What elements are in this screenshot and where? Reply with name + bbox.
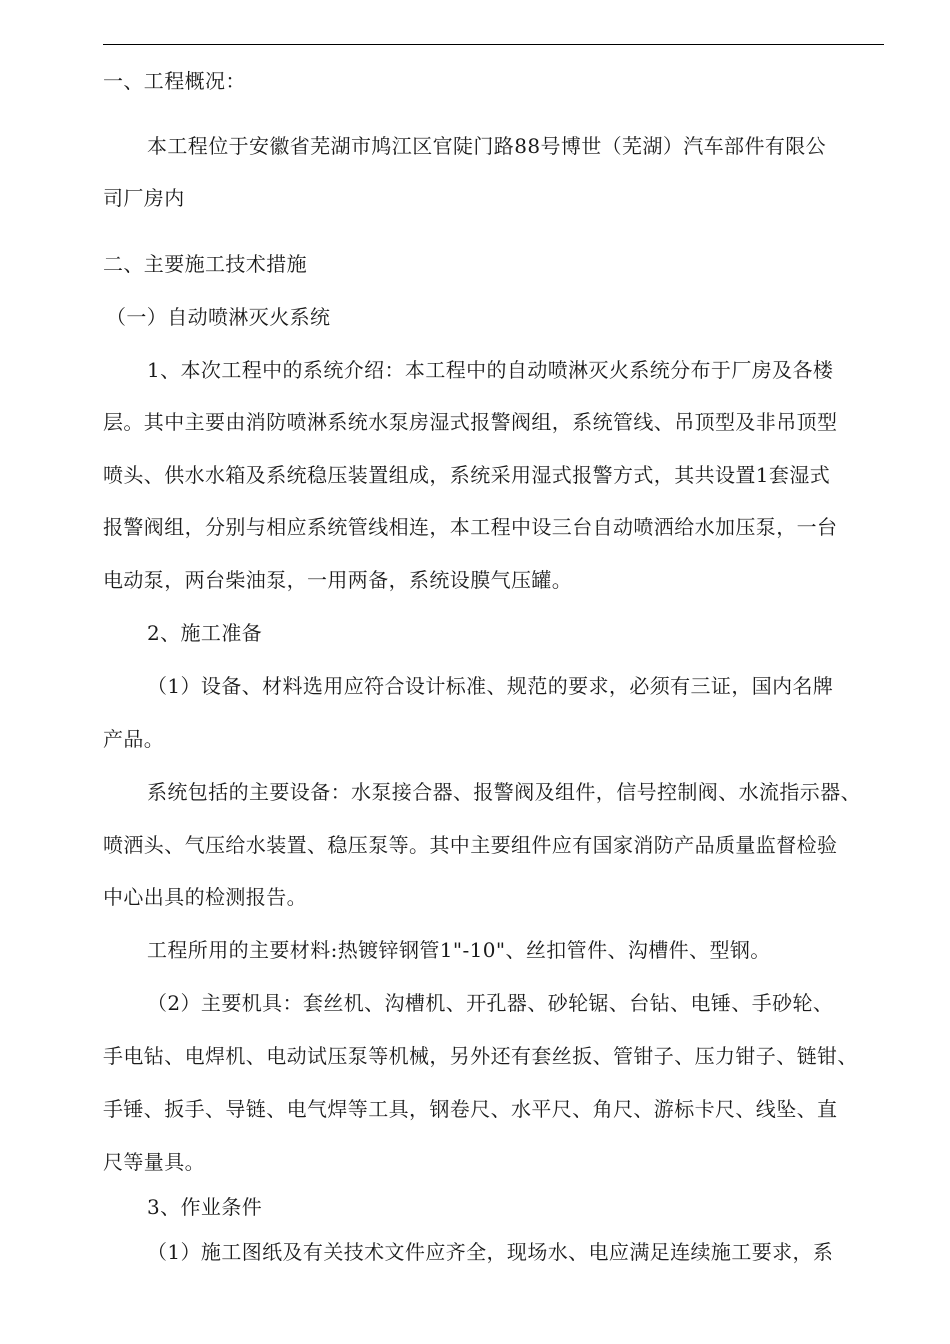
- section-heading-technical-measures: 二、主要施工技术措施: [103, 252, 307, 276]
- paragraph-line: 手锤、扳手、导链、电气焊等工具，钢卷尺、水平尺、角尺、游标卡尺、线坠、直: [103, 1097, 838, 1121]
- paragraph-line: 中心出具的检测报告。: [103, 885, 307, 909]
- paragraph-line: （1）设备、材料选用应符合设计标准、规范的要求，必须有三证，国内名牌: [147, 674, 834, 698]
- paragraph-line: 产品。: [103, 727, 165, 751]
- paragraph-line: （1）施工图纸及有关技术文件应齐全，现场水、电应满足连续施工要求，系: [147, 1240, 834, 1264]
- paragraph-line: 尺等量具。: [103, 1150, 205, 1174]
- paragraph-line: （2）主要机具：套丝机、沟槽机、开孔器、砂轮锯、台钻、电锤、手砂轮、: [147, 991, 834, 1015]
- paragraph-line: 1、本次工程中的系统介绍：本工程中的自动喷淋灭火系统分布于厂房及各楼: [147, 358, 834, 382]
- paragraph-line: 喷洒头、气压给水装置、稳压泵等。其中主要组件应有国家消防产品质量监督检验: [103, 833, 838, 857]
- paragraph-line: 本工程位于安徽省芜湖市鸠江区官陡门路88号博世（芜湖）汽车部件有限公: [147, 134, 827, 158]
- paragraph-line: 层。其中主要由消防喷淋系统水泵房湿式报警阀组，系统管线、吊顶型及非吊顶型: [103, 410, 838, 434]
- paragraph-line: 喷头、供水水箱及系统稳压装置组成，系统采用湿式报警方式，其共设置1套湿式: [103, 463, 831, 487]
- item-heading-work-conditions: 3、作业条件: [147, 1195, 263, 1219]
- paragraph-line: 工程所用的主要材料:热镀锌钢管1"-10"、丝扣管件、沟槽件、型钢。: [147, 938, 771, 962]
- section-heading-project-overview: 一、工程概况：: [103, 69, 246, 93]
- paragraph-line: 电动泵，两台柴油泵，一用两备，系统设膜气压罐。: [103, 568, 573, 592]
- paragraph-line: 司厂房内: [103, 186, 185, 210]
- paragraph-line: 系统包括的主要设备：水泵接合器、报警阀及组件，信号控制阀、水流指示器、: [147, 780, 861, 804]
- paragraph-line: 手电钻、电焊机、电动试压泵等机械，另外还有套丝扳、管钳子、压力钳子、链钳、: [103, 1044, 858, 1068]
- paragraph-line: 报警阀组，分别与相应系统管线相连，本工程中设三台自动喷洒给水加压泵，一台: [103, 515, 838, 539]
- header-rule: [103, 44, 884, 45]
- subsection-heading-sprinkler-system: （一）自动喷淋灭火系统: [106, 305, 331, 329]
- item-heading-preparation: 2、施工准备: [147, 621, 263, 645]
